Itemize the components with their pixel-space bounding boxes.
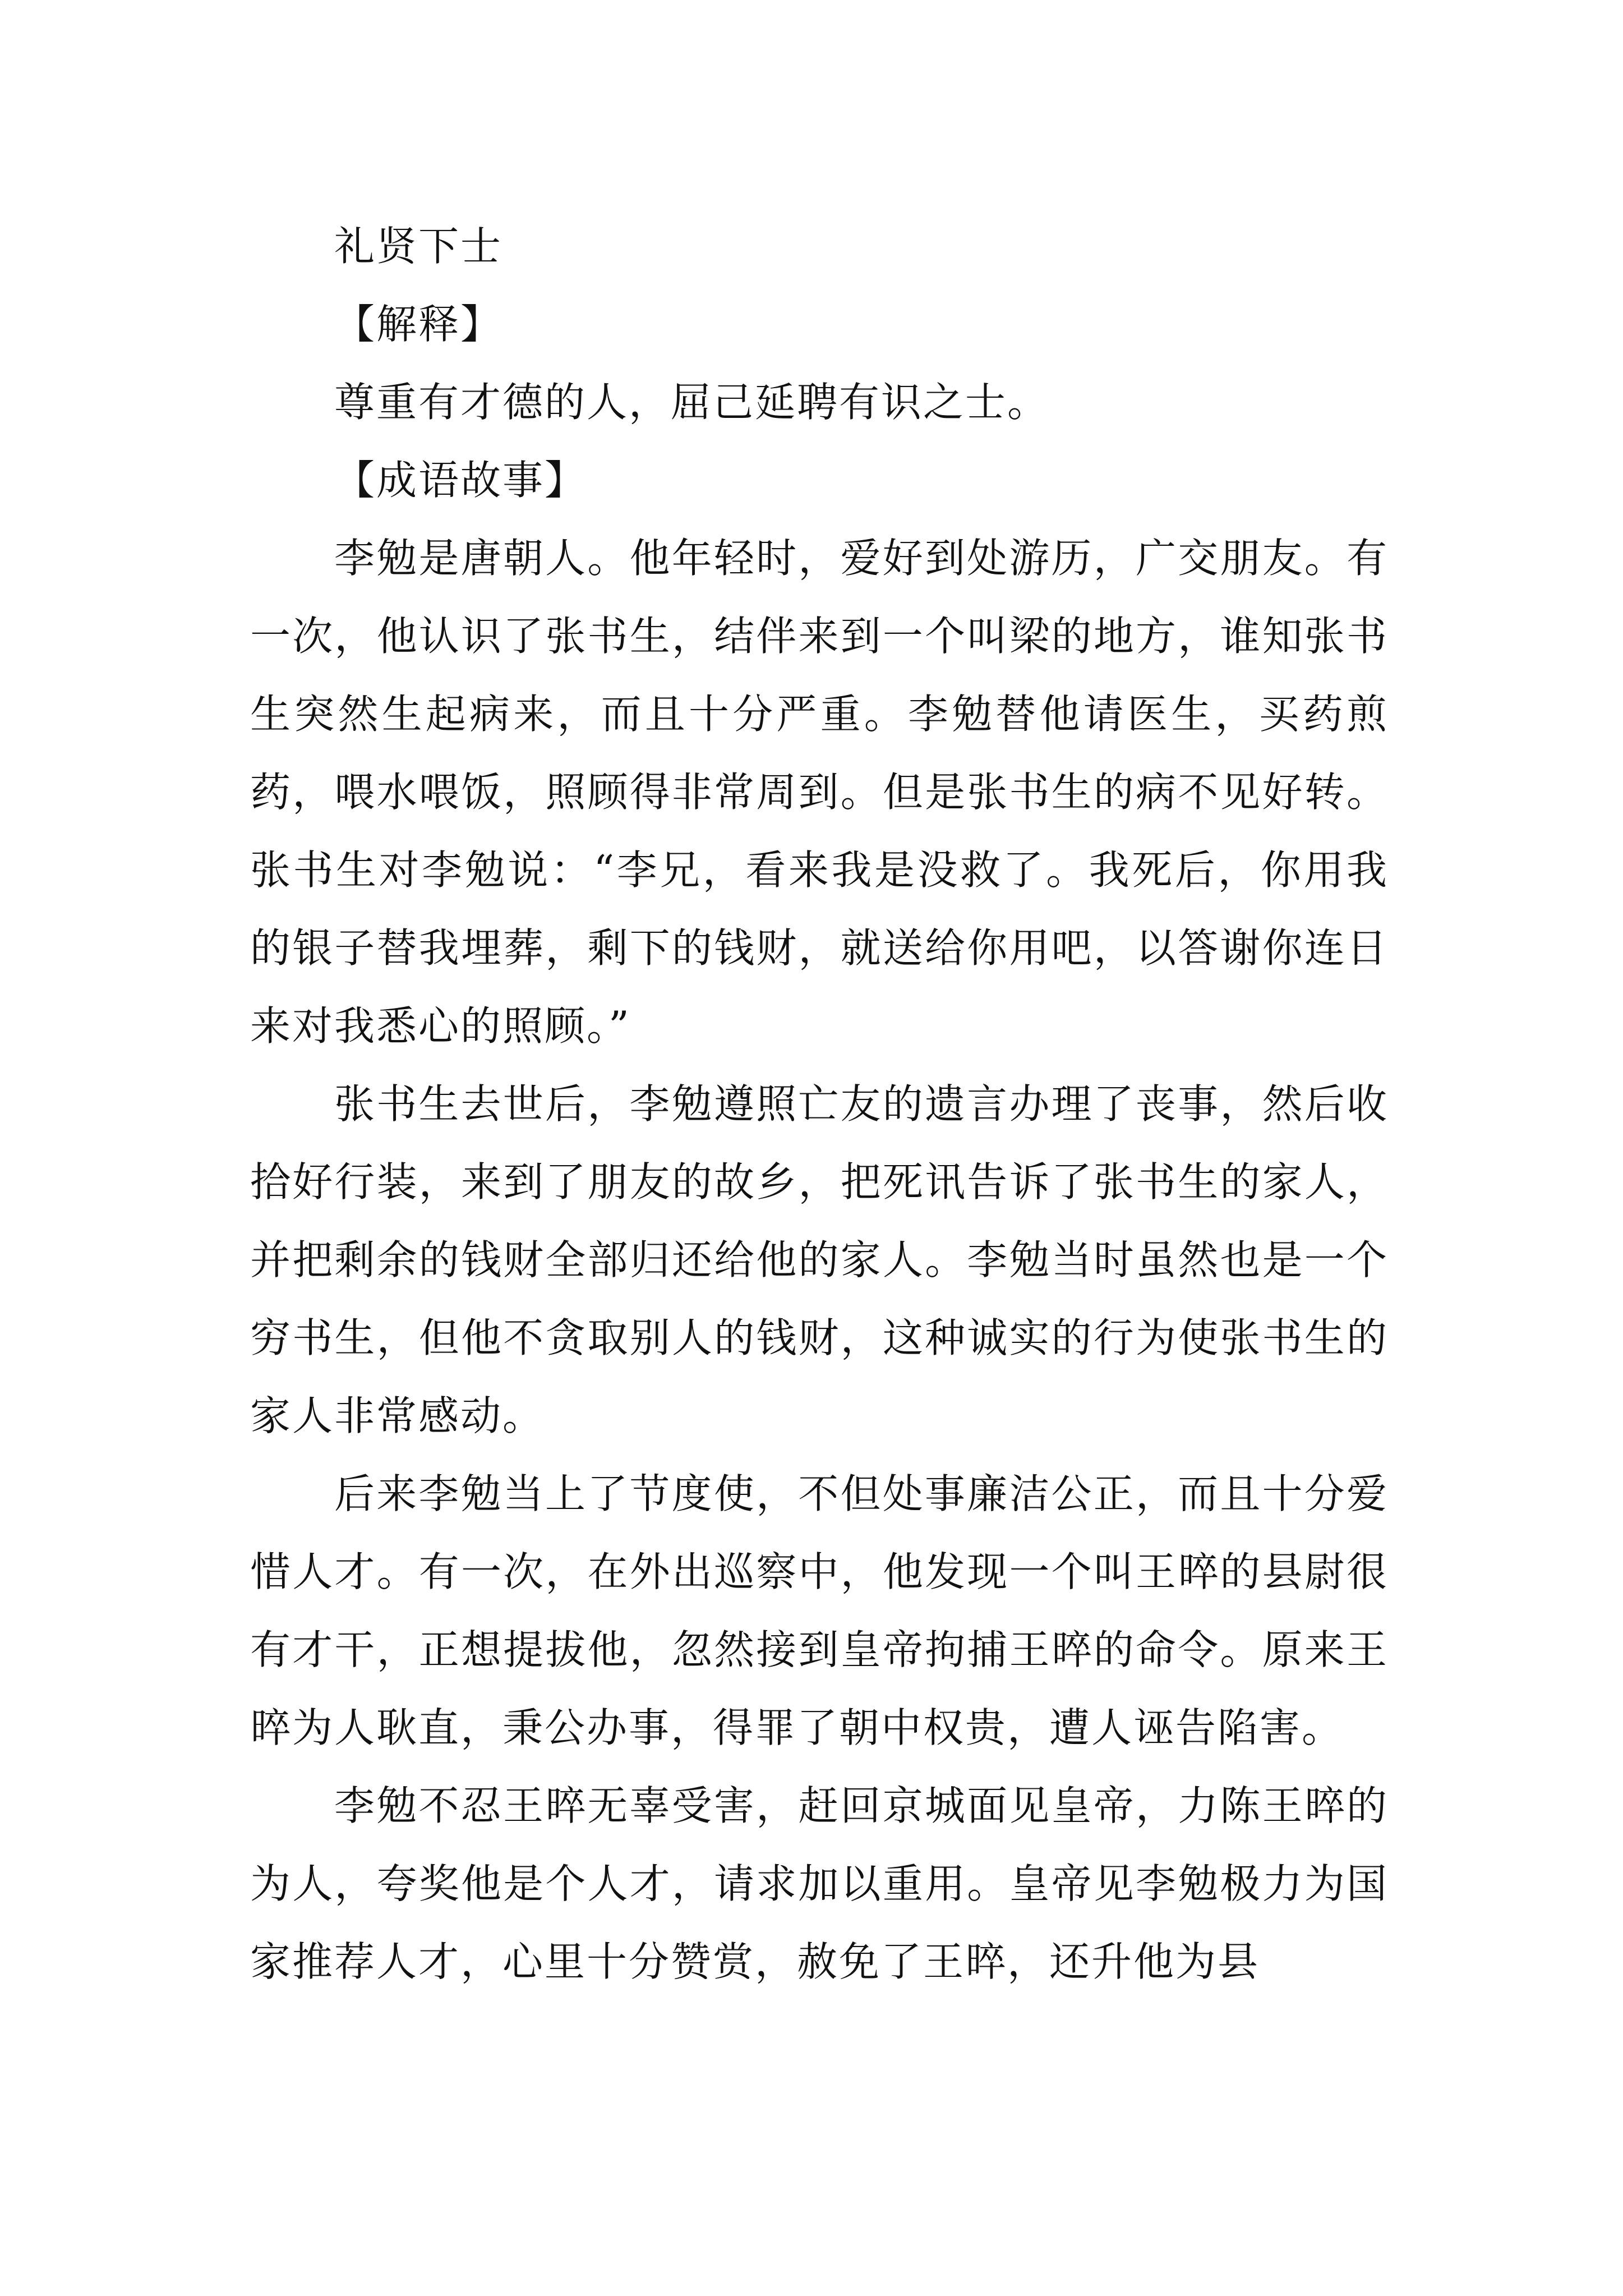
section-label-story: 【成语故事】 bbox=[334, 457, 587, 504]
document-body bbox=[250, 208, 1389, 2001]
explanation-text: 尊重有才德的人，屈己延聘有识之士。 bbox=[334, 379, 1050, 426]
story-paragraph: 李勉不忍王晬无辜受害，赶回京城面见皇帝，力陈王晬的为人，夸奖他是个人才，请求加以重用。皇帝见李勉极力为国家推荐人才，心里十分赞赏，赦免了王晬，还升他为县 bbox=[250, 1782, 1389, 1985]
section-label-explanation: 【解释】 bbox=[334, 301, 503, 348]
story-paragraph: 张书生去世后，李勉遵照亡友的遗言办理了丧事，然后收拾好行装，来到了朋友的故乡，把死讯告诉了张书生的家人，并把剩余的钱财全部归还给他的家人。李勉当时虽然也是一个穷书生，但他不贪取别人的钱财，这种诚实的行为使张书生的家人非常感动。 bbox=[250, 1080, 1389, 1439]
story-paragraph: 后来李勉当上了节度使，不但处事廉洁公正，而且十分爱惜人才。有一次，在外出巡察中，他发现一个叫王晬的县尉很有才干，正想提拔他，忽然接到皇帝拘捕王晬的命令。原来王晬为人耿直，秉公办事，得罪了朝中权贵，遭人诬告陷害。 bbox=[250, 1470, 1389, 1751]
document-title: 礼贤下士 bbox=[334, 223, 503, 270]
story-paragraph: 李勉是唐朝人。他年轻时，爱好到处游历，广交朋友。有一次，他认识了张书生，结伴来到一个叫梁的地方，谁知张书生突然生起病来，而且十分严重。李勉替他请医生，买药煎药，喂水喂饭，照顾得非常周到。但是张书生的病不见好转。张书生对李勉说：“李兄，看来我是没救了。我死后，你用我的银子替我埋葬，剩下的钱财，就送给你用吧，以答谢你连日来对我悉心的照顾。” bbox=[250, 535, 1389, 1050]
